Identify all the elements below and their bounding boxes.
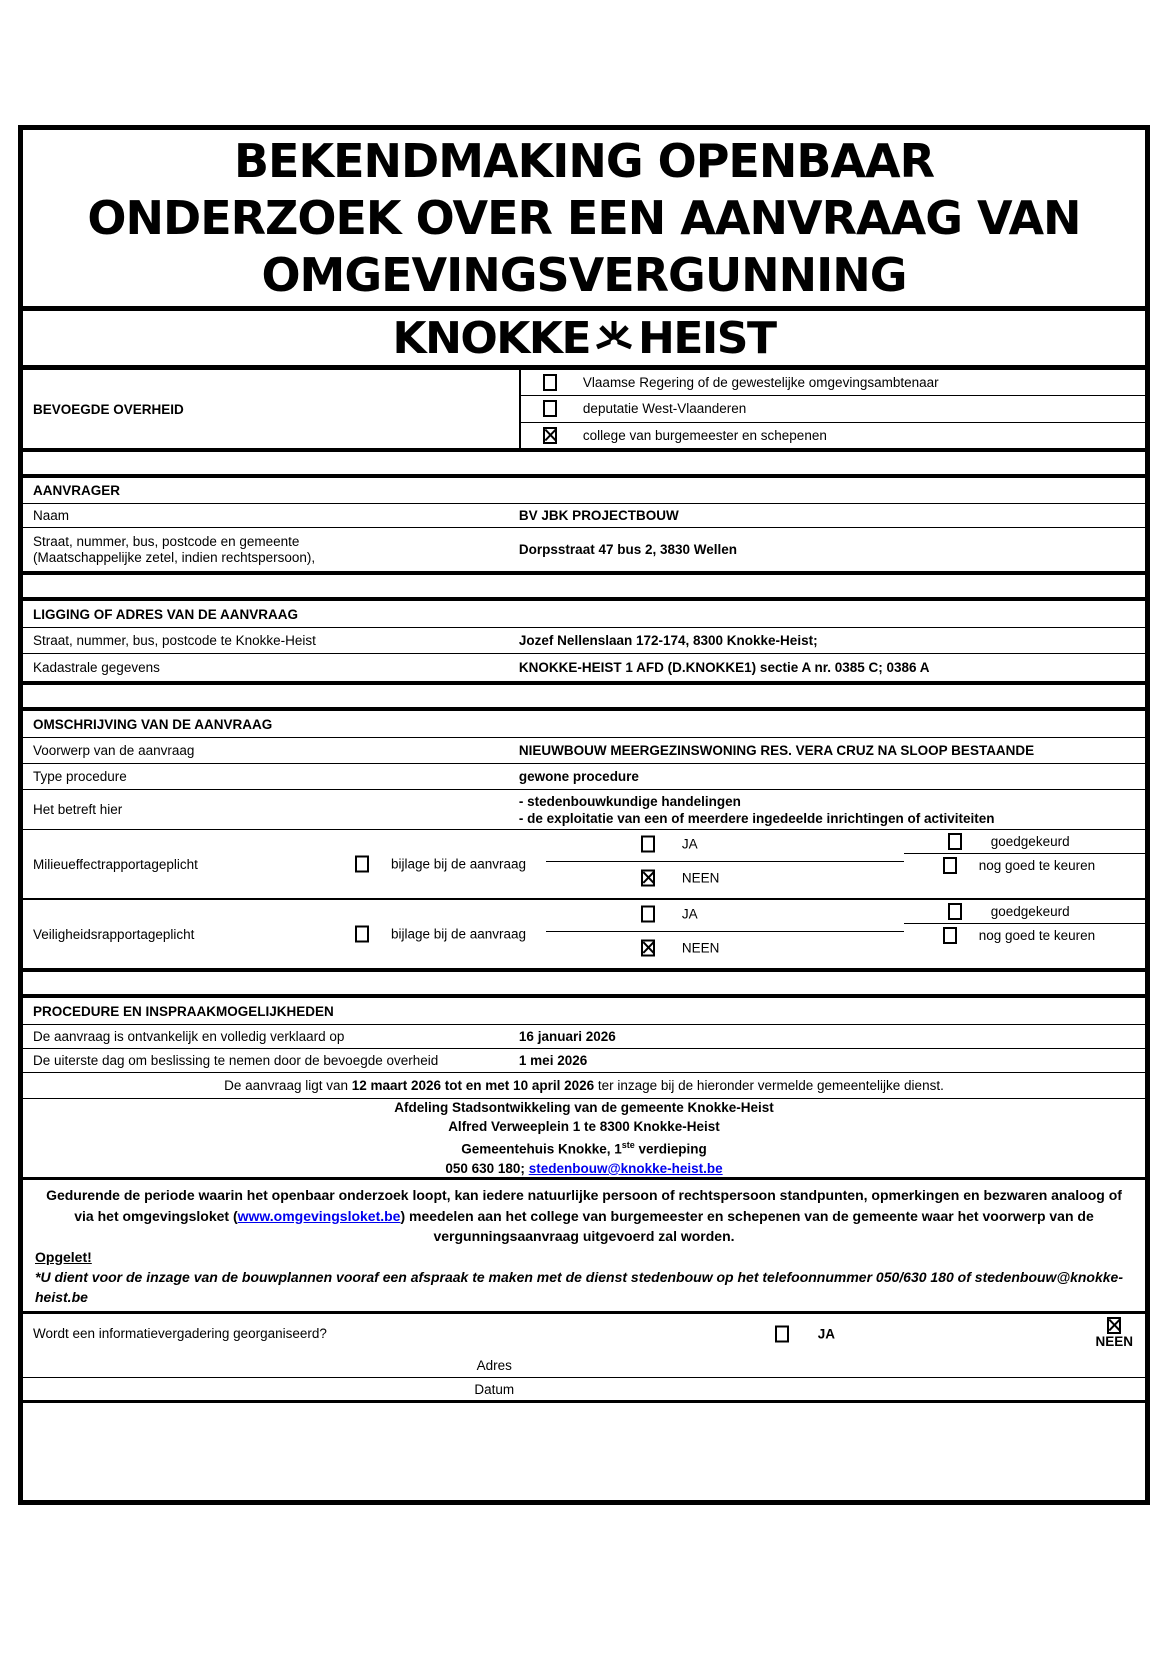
bezwaar-block <box>23 1177 1145 1311</box>
bezwaar-seg1: Gedurende de periode waarin het openbaar onderzoek loopt, kan iedere natuurlijke persoon of rechtspersoon standpunten, opmerkingen en bezwaren analoog of via het omgevingsloket ( <box>46 1187 1122 1224</box>
datum-row <box>23 1377 1145 1400</box>
veiligheid-row <box>23 898 1145 968</box>
section-ligging <box>23 601 1145 685</box>
checkbox-milieueffect-goedgekeurd[interactable] <box>948 833 962 850</box>
dienst-block <box>23 1098 1145 1177</box>
veiligheid-ja-label: JA <box>681 906 698 922</box>
adres-field-label: Adres <box>476 1358 512 1373</box>
ontvankelijk-row <box>23 1024 1145 1048</box>
dienst-line3-pre: Gemeentehuis Knokke, 1 <box>461 1141 622 1157</box>
inzage-prefix: De aanvraag ligt van <box>224 1078 352 1093</box>
section-gap <box>23 685 1145 711</box>
milieueffect-goedgekeurd-label: goedgekeurd <box>990 834 1070 849</box>
informatievergadering-label: Wordt een informatievergadering georganiseerd? <box>33 1326 327 1341</box>
uiterste-dag-row <box>23 1048 1145 1072</box>
fill-in-line <box>546 861 904 862</box>
checkbox-milieueffect-neen-checked[interactable] <box>641 869 655 886</box>
ontvankelijk-value: 16 januari 2026 <box>518 1029 616 1044</box>
fill-in-line <box>546 931 904 932</box>
milieueffect-ja <box>641 836 698 853</box>
ligging-header: LIGGING OF ADRES VAN DE AANVRAAG <box>33 606 299 622</box>
adres-label-line1: Straat, nummer, bus, postcode en gemeente <box>33 533 300 549</box>
milieueffect-bijlage-label: bijlage bij de aanvraag <box>390 856 527 872</box>
veiligheid-goedgekeurd <box>904 900 1145 924</box>
ligging-straat-value: Jozef Nellenslaan 172-174, 8300 Knokke-Heist; <box>518 633 818 648</box>
veiligheid-nog-goed-label: nog goed te keuren <box>978 928 1096 943</box>
bevoegde-overheid-label: BEVOEGDE OVERHEID <box>33 401 184 417</box>
procedure-header: PROCEDURE EN INSPRAAKMOGELIJKHEDEN <box>33 1003 334 1019</box>
naam-row <box>23 503 1145 527</box>
milieueffect-mid-cell <box>326 830 904 898</box>
logo-text-heist: HEIST <box>638 312 776 364</box>
voorwerp-label: Voorwerp van de aanvraag <box>33 742 195 758</box>
checkbox-veiligheid-neen-checked[interactable] <box>641 939 655 956</box>
checkbox-veiligheid-nog-goed[interactable] <box>943 927 957 944</box>
checkbox-milieueffect-ja[interactable] <box>641 836 655 853</box>
naam-label: Naam <box>33 507 70 523</box>
naam-value: BV JBK PROJECTBOUW <box>518 508 679 523</box>
milieueffect-label: Milieueffectrapportageplicht <box>33 856 198 872</box>
logo-text-knokke: KNOKKE <box>392 312 591 364</box>
bevoegde-overheid-options <box>519 370 1145 448</box>
milieueffect-neen <box>641 869 720 886</box>
veiligheid-neen-label: NEEN <box>681 940 720 956</box>
veiligheid-bijlage <box>355 926 526 943</box>
aanvrager-adres-label <box>23 534 519 566</box>
checkbox-veiligheid-goedgekeurd[interactable] <box>948 903 962 920</box>
betreft-label: Het betreft hier <box>33 801 123 817</box>
kadaster-value: KNOKKE-HEIST 1 AFD (D.KNOKKE1) sectie A nr. 0385 C; 0386 A <box>518 660 930 675</box>
uiterste-dag-label: De uiterste dag om beslissing te nemen door de bevoegde overheid <box>33 1052 439 1068</box>
voorwerp-value: NIEUWBOUW MEERGEZINSWONING RES. VERA CRUZ NA SLOOP BESTAANDE <box>518 743 1035 758</box>
checkbox-vergadering-neen-checked[interactable] <box>1107 1317 1121 1334</box>
vergadering-ja <box>775 1326 835 1343</box>
milieueffect-status-cell <box>904 830 1145 898</box>
opgelet-label: Opgelet! <box>35 1248 92 1265</box>
milieueffect-nog-goed-label: nog goed te keuren <box>978 858 1096 873</box>
milieueffect-nog-goed <box>904 854 1145 877</box>
dienst-line3-post: verdieping <box>634 1141 707 1157</box>
betreft-line2: - de exploitatie van een of meerdere ingedeelde inrichtingen of activiteiten <box>518 810 995 826</box>
milieueffect-bijlage <box>355 856 526 873</box>
ligging-straat-row <box>23 627 1145 653</box>
dienst-phone: 050 630 180; <box>445 1160 529 1176</box>
document-title <box>23 130 1145 311</box>
section-bevoegde-overheid <box>23 370 1145 452</box>
checkbox-veiligheid-ja[interactable] <box>641 906 655 923</box>
kadaster-label: Kadastrale gegevens <box>33 659 160 675</box>
bezwaar-paragraph <box>35 1185 1133 1247</box>
section-procedure <box>23 998 1145 1403</box>
aanvrager-header: AANVRAGER <box>33 483 121 498</box>
dienst-line4 <box>23 1159 1145 1178</box>
inzage-text <box>224 1078 944 1093</box>
veiligheid-bijlage-label: bijlage bij de aanvraag <box>390 926 527 942</box>
betreft-line1: - stedenbouwkundige handelingen <box>518 793 741 809</box>
section-gap <box>23 575 1145 601</box>
aanvrager-adres-row <box>23 527 1145 571</box>
title-line-3: OMGEVINGSVERGUNNING <box>261 247 907 302</box>
veiligheid-label: Veiligheidsrapportageplicht <box>33 926 195 942</box>
veiligheid-status-cell <box>904 900 1145 968</box>
uiterste-dag-value: 1 mei 2026 <box>518 1053 588 1068</box>
ligging-straat-label: Straat, nummer, bus, postcode te Knokke-Heist <box>33 632 316 648</box>
kadaster-row <box>23 653 1145 681</box>
section-aanvrager <box>23 478 1145 575</box>
option-deputatie-label: deputatie West-Vlaanderen <box>582 401 747 417</box>
omschrijving-header: OMSCHRIJVING VAN DE AANVRAAG <box>33 716 273 732</box>
municipality-logo <box>23 311 1145 370</box>
bezwaar-seg2: ) meedelen aan het college van burgemeester en schepenen van de gemeente waar het voorwerp van de vergunningsaanvraag uitgevoerd zal worden. <box>400 1207 1094 1244</box>
aanvrager-adres-value: Dorpsstraat 47 bus 2, 3830 Wellen <box>518 542 738 557</box>
checkbox-college-checked[interactable] <box>543 427 557 444</box>
checkbox-vlaamse-regering[interactable] <box>543 374 557 391</box>
milieueffect-ja-label: JA <box>681 836 698 852</box>
milieueffect-neen-label: NEEN <box>681 870 720 886</box>
empty-footer-area <box>23 1403 1145 1500</box>
adres-row <box>23 1354 1145 1377</box>
public-notice-document <box>18 125 1150 1505</box>
option-college-label: college van burgemeester en schepenen <box>582 427 827 443</box>
datum-field-label: Datum <box>474 1381 515 1397</box>
dienst-line2: Alfred Verweeplein 1 te 8300 Knokke-Heist <box>448 1119 720 1135</box>
section-omschrijving <box>23 711 1145 972</box>
checkbox-milieueffect-bijlage[interactable] <box>355 856 369 873</box>
veiligheid-neen <box>641 939 720 956</box>
milieueffect-goedgekeurd <box>904 830 1145 854</box>
option-college <box>521 422 1145 448</box>
option-vlaamse-regering-label: Vlaamse Regering of de gewestelijke omgevingsambtenaar <box>582 375 939 391</box>
veiligheid-ja <box>641 906 698 923</box>
adres-label-line2: (Maatschappelijke zetel, indien rechtspersoon), <box>33 549 316 565</box>
omgevingsloket-link[interactable]: www.omgevingsloket.be <box>237 1207 401 1224</box>
checkbox-vergadering-ja[interactable] <box>775 1326 789 1343</box>
checkbox-deputatie[interactable] <box>543 400 557 417</box>
milieueffect-row <box>23 829 1145 898</box>
checkbox-milieueffect-nog-goed[interactable] <box>943 857 957 874</box>
betreft-value <box>519 793 1145 827</box>
vergadering-ja-label: JA <box>817 1326 835 1342</box>
vergadering-neen <box>1095 1317 1133 1350</box>
checkbox-veiligheid-bijlage[interactable] <box>355 926 369 943</box>
title-line-2: ONDERZOEK OVER EEN AANVRAAG VAN <box>87 190 1081 245</box>
section-gap <box>23 972 1145 998</box>
inzage-row <box>23 1072 1145 1098</box>
stedenbouw-email-link[interactable]: stedenbouw@knokke-heist.be <box>528 1160 723 1176</box>
veiligheid-goedgekeurd-label: goedgekeurd <box>990 904 1070 919</box>
informatievergadering-row <box>23 1311 1145 1354</box>
ontvankelijk-label: De aanvraag is ontvankelijk en volledig verklaard op <box>33 1028 345 1044</box>
veiligheid-mid-cell <box>326 900 904 968</box>
type-procedure-label: Type procedure <box>33 768 127 784</box>
dienst-line1: Afdeling Stadsontwikkeling van de gemeente Knokke-Heist <box>394 1100 774 1116</box>
title-line-1: BEKENDMAKING OPENBAAR <box>233 133 935 188</box>
betreft-row <box>23 789 1145 829</box>
option-vlaamse-regering <box>521 370 1145 395</box>
option-deputatie <box>521 395 1145 421</box>
inzage-suffix: ter inzage bij de hieronder vermelde gemeentelijke dienst. <box>594 1078 944 1093</box>
section-gap <box>23 452 1145 478</box>
type-procedure-value: gewone procedure <box>518 769 639 784</box>
vergadering-neen-label: NEEN <box>1095 1334 1133 1349</box>
afspraak-note: *U dient voor de inzage van de bouwplannen vooraf een afspraak te maken met de dienst stedenbouw op het telefoonnummer 050/630 180 of stedenbouw@knokke-heist.be <box>35 1269 1124 1305</box>
voorwerp-row <box>23 737 1145 763</box>
knokke-heist-star-icon <box>596 318 632 356</box>
dienst-line3 <box>23 1136 1145 1159</box>
type-procedure-row <box>23 763 1145 789</box>
inzage-period: 12 maart 2026 tot en met 10 april 2026 <box>351 1078 595 1093</box>
dienst-line3-sup: ste <box>621 1140 635 1151</box>
veiligheid-nog-goed <box>904 924 1145 947</box>
